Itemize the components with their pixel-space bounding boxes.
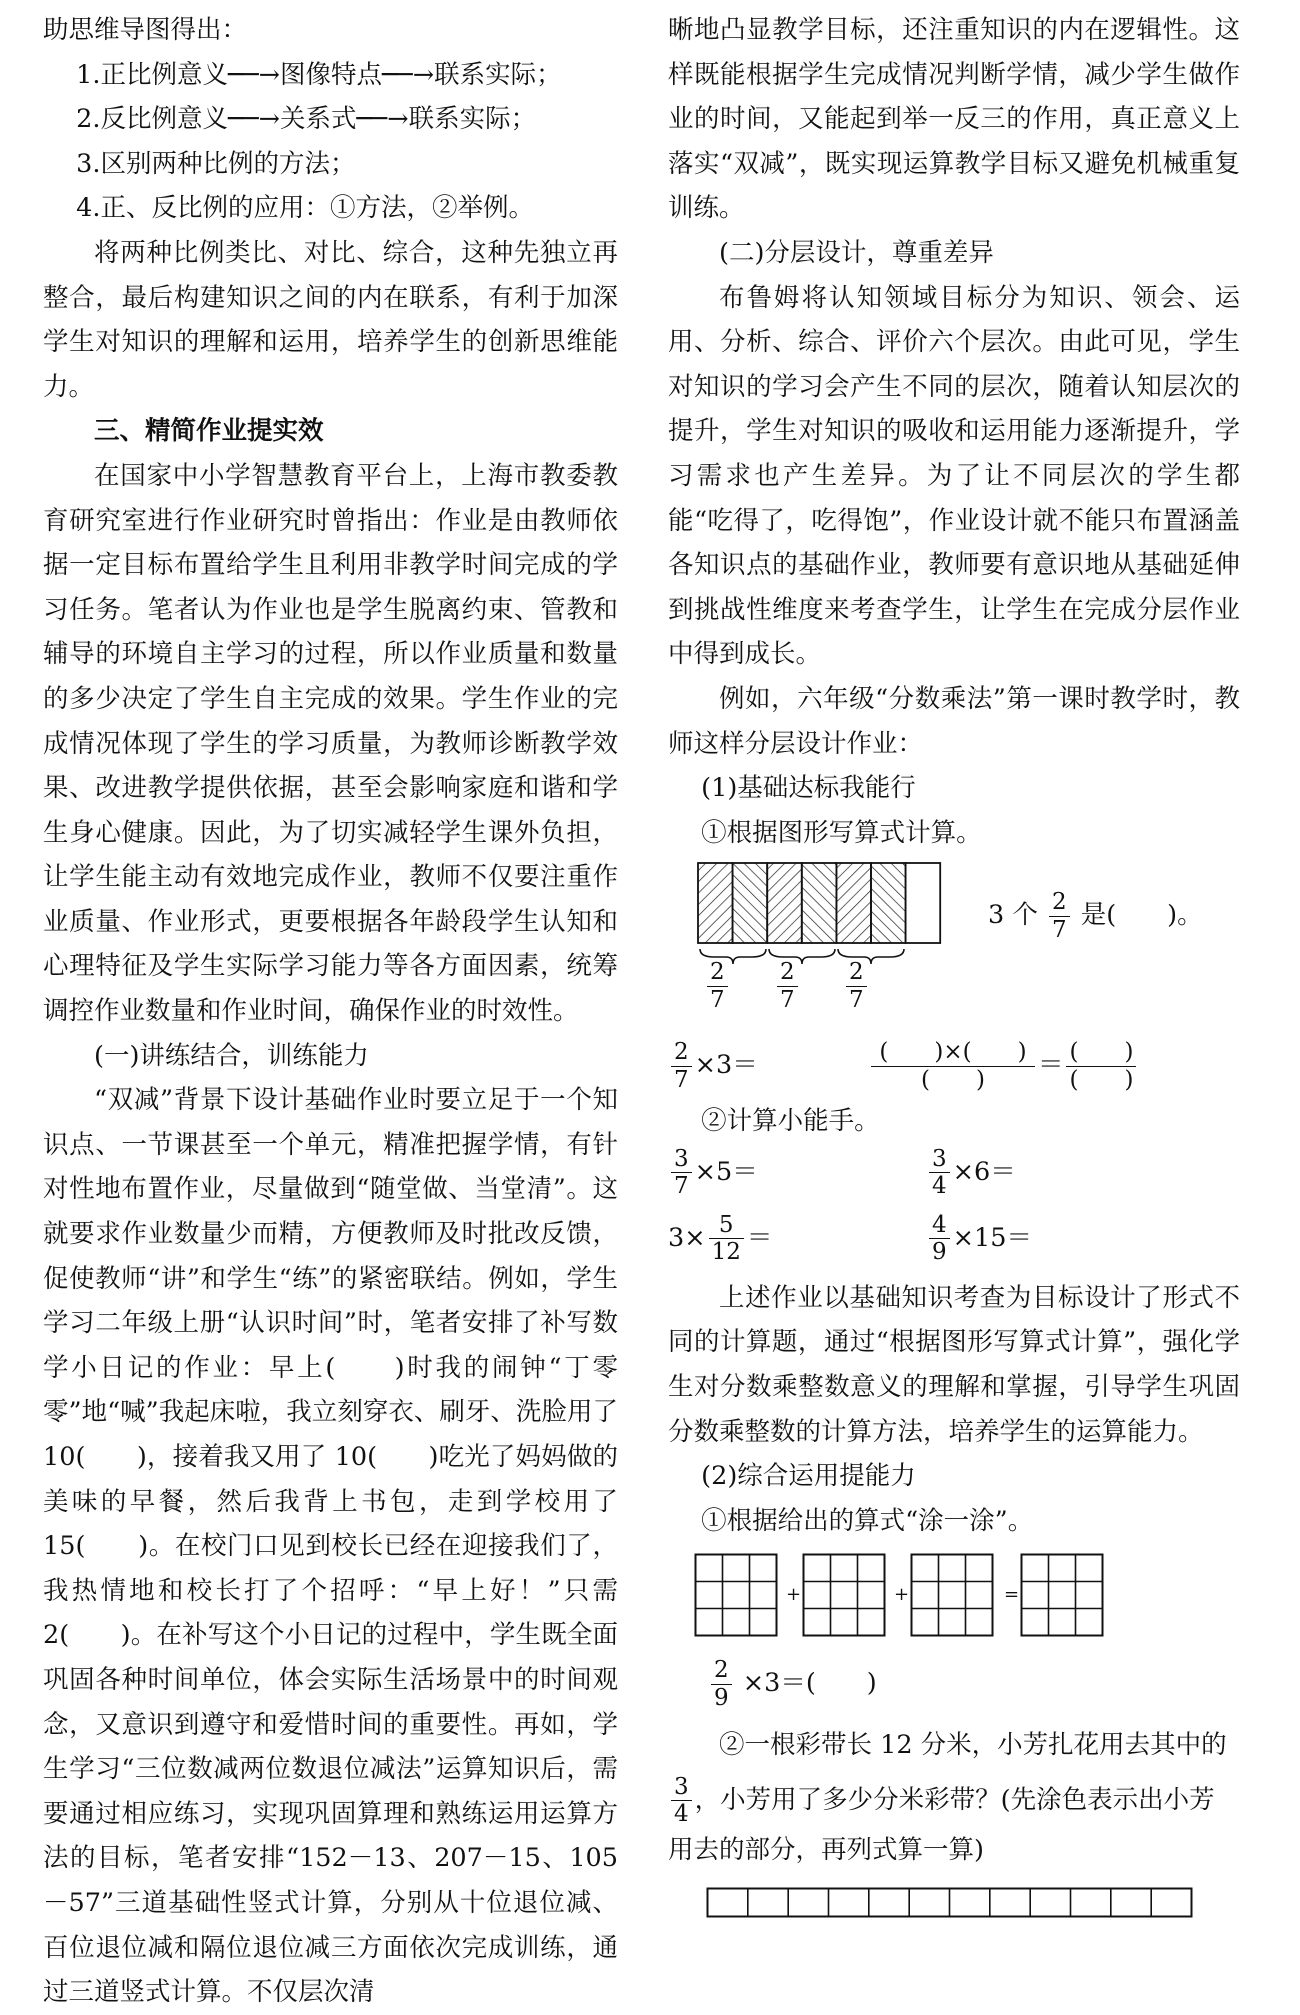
nine-square-grid bbox=[910, 1553, 994, 1637]
text-line: 助思维导图得出： bbox=[43, 15, 248, 45]
paragraph: 例如，六年级“分数乘法”第一课时教学时，教师这样分层设计作业： bbox=[668, 683, 1240, 759]
section-heading: 三、精简作业提实效 bbox=[94, 416, 324, 447]
paragraph: 上述作业以基础知识考查为目标设计了形式不同的计算题，通过“根据图形写算式计算”，强化学生对分数乘整数意义的理解和掌握，引导学生巩固分数乘整数的计算方法，培养学生的运算能力。 bbox=[668, 1282, 1240, 1447]
exercise-line bbox=[668, 1768, 1240, 1828]
fraction: $\frac{3}{7}$ bbox=[671, 1146, 692, 1200]
equation-right bbox=[868, 1039, 1139, 1093]
fig-question-prefix: 3 个 bbox=[988, 900, 1038, 931]
equals-sign: = bbox=[1004, 1584, 1020, 1606]
fraction: $\frac{3}{4}$ bbox=[671, 1774, 692, 1828]
strip-cell bbox=[836, 863, 871, 943]
strip-cell bbox=[767, 863, 802, 943]
list-item: 4.正、反比例的应用：①方法，②举例。 bbox=[76, 193, 534, 224]
plus-sign: + bbox=[786, 1584, 802, 1606]
calc-item: $\frac{4}{9}$ ×15＝ bbox=[926, 1212, 1032, 1266]
fraction: $\frac{3}{4}$ bbox=[929, 1146, 950, 1200]
list-item: 2.反比例意义──→关系式──→联系实际； bbox=[76, 104, 537, 135]
strip-cell bbox=[698, 863, 733, 943]
brace-label-fraction: $\frac{2}{7}$ bbox=[777, 959, 798, 1013]
exercise-item: ②计算小能手。 bbox=[701, 1106, 880, 1137]
nine-square-grid bbox=[694, 1553, 778, 1637]
equation-tail: ×3＝( ) bbox=[742, 1668, 877, 1699]
blank-fraction: $\frac{( )\times( )}{( )}$ bbox=[871, 1039, 1035, 1093]
list-item: 1.正比例意义──→图像特点──→联系实际； bbox=[76, 59, 562, 90]
calc-item: $\frac{3}{4}$ ×6＝ bbox=[926, 1146, 1016, 1200]
plus-sign: + bbox=[894, 1584, 910, 1606]
fraction-strip bbox=[696, 861, 956, 991]
fig-question-suffix: 是( )。 bbox=[1080, 900, 1203, 931]
exercise-text: ，小芳用了多少分米彩带？(先涂色表示出小芳 bbox=[694, 1784, 1215, 1815]
fraction: $\frac{5}{12}$ bbox=[709, 1212, 744, 1266]
fraction: $\frac{4}{9}$ bbox=[929, 1212, 950, 1266]
left-column bbox=[43, 8, 618, 2015]
nine-square-grid bbox=[802, 1553, 886, 1637]
paragraph: 晰地凸显教学目标，还注重知识的内在逻辑性。这样既能根据学生完成情况判断学情，减少学生做作业的时间，又能起到举一反三的作用，真正意义上落实“双减”，既实现运算教学目标又避免机械重复训练。 bbox=[668, 15, 1240, 224]
grid-figure bbox=[668, 1543, 1240, 1649]
brace-labels bbox=[668, 959, 1240, 1033]
nine-square-grid bbox=[1020, 1553, 1104, 1637]
right-column bbox=[668, 8, 1240, 1919]
fraction-strip-figure bbox=[668, 855, 1240, 985]
times-text: ×3＝ bbox=[694, 1050, 758, 1081]
brace-label-fraction: $\frac{2}{7}$ bbox=[846, 959, 867, 1013]
list-item: 3.区别两种比例的方法； bbox=[76, 148, 356, 179]
exercise-item: ①根据图形写算式计算。 bbox=[701, 817, 982, 848]
exercise-item: ②一根彩带长 12 分米，小芳扎花用去其中的 bbox=[719, 1730, 1227, 1761]
subsection-heading: (一)讲练结合，训练能力 bbox=[94, 1040, 369, 1071]
paragraph: “双减”背景下设计基础作业时要立足于一个知识点、一节课甚至一个单元，精准把握学情，有针对性地布置作业，尽量做到“随堂做、当堂清”。这就要求作业数量少而精，方便教师及时批改反馈，促使教师“讲”和学生“练”的紧密联结。例如，学生学习二年级上册“认识时间”时，笔者安排了补写数学小日记的作业：早上( )时我的闹钟“丁零零”地“喊”我起床啦，我立刻穿衣、刷牙、洗脸用了 10( )，接着我又用了 10( )吃光了妈妈做的美味的早餐，然后我背上书包，走到学校用了 15( )。在校门口见到校长已经在迎接我们了，我热情地和校长打了个招呼：“早上好！”只需 2( )。在补写这个小日记的过程中，学生既全面巩固各种时间单位，体会实际生活场景中的时间观念，又意识到遵守和爱惜时间的重要性。再如，学生学习“三位数减两位数退位减法”运算知识后，需要通过相应练习，实现巩固算理和熟练运用运算方法的目标，笔者安排“152－13、207－15、105－57”三道基础性竖式计算，分别从十位退位减、百位退位减和隔位退位减三方面依次完成训练，通过三道竖式计算。不仅层次清 bbox=[43, 1085, 618, 2008]
subsection-heading: (二)分层设计，尊重差异 bbox=[719, 237, 994, 268]
fig-question bbox=[988, 889, 1203, 943]
equation-row-2 bbox=[668, 1649, 1240, 1715]
paragraph: 布鲁姆将认知领域目标分为知识、领会、运用、分析、综合、评价六个层次。由此可见，学生对知识的学习会产生不同的层次，随着认知层次的提升，学生对知识的吸收和运用能力逐渐提升，学习需求也产生差异。为了让不同层次的学生都能“吃得了，吃得饱”，作业设计就不能只布置涵盖各知识点的基础作业，教师要有意识地从基础延伸到挑战性维度来考查学生，让学生在完成分层作业中得到成长。 bbox=[668, 282, 1240, 670]
brace-label-fraction: $\frac{2}{7}$ bbox=[707, 959, 728, 1013]
fraction: $\frac{2}{7}$ bbox=[671, 1039, 692, 1093]
strip-cell bbox=[733, 863, 768, 943]
calc-item: 3× $\frac{5}{12}$ ＝ bbox=[668, 1211, 773, 1266]
exercise-heading: (2)综合运用提能力 bbox=[701, 1461, 916, 1492]
calc-grid bbox=[668, 1144, 1240, 1276]
equals-sign: ＝ bbox=[1037, 1050, 1064, 1081]
ribbon-strip bbox=[706, 1887, 1196, 1919]
calc-item: $\frac{3}{7}$ ×5＝ bbox=[668, 1146, 758, 1200]
paragraph: 将两种比例类比、对比、综合，这种先独立再整合，最后构建知识之间的内在联系，有利于加深学生对知识的理解和运用，培养学生的创新思维能力。 bbox=[43, 237, 618, 402]
strip-cell bbox=[802, 863, 837, 943]
strip-cell bbox=[871, 863, 906, 943]
equation-row bbox=[668, 1033, 1240, 1099]
exercise-heading: (1)基础达标我能行 bbox=[701, 773, 916, 804]
equation-left bbox=[668, 1039, 758, 1093]
exercise-text: 用去的部分，再列式算一算) bbox=[668, 1835, 984, 1866]
equation bbox=[708, 1657, 877, 1711]
fraction: $\frac{2}{9}$ bbox=[711, 1657, 732, 1711]
paragraph: 在国家中小学智慧教育平台上，上海市教委教育研究室进行作业研究时曾指出：作业是由教师依据一定目标布置给学生且利用非教学时间完成的学习任务。笔者认为作业也是学生脱离约束、管教和辅导的环境自主学习的过程，所以作业质量和数量的多少决定了学生自主完成的效果。学生作业的完成情况体现了学生的学习质量，为教师诊断教学效果、改进教学提供依据，甚至会影响家庭和谐和学生身心健康。因此，为了切实减轻学生课外负担，让学生能主动有效地完成作业，教师不仅要注重作业质量、作业形式，更要根据各年龄段学生认知和心理特征及学生实际学习能力等各方面因素，统筹调控作业数量和作业时间，确保作业的时效性。 bbox=[43, 460, 618, 1027]
fraction: $\frac{2}{7}$ bbox=[1049, 889, 1070, 943]
strip-cell bbox=[906, 863, 941, 943]
exercise-line-content bbox=[668, 1774, 1215, 1828]
exercise-item: ①根据给出的算式“涂一涂”。 bbox=[701, 1505, 1034, 1536]
blank-fraction: $\frac{( )}{( )}$ bbox=[1066, 1039, 1136, 1093]
